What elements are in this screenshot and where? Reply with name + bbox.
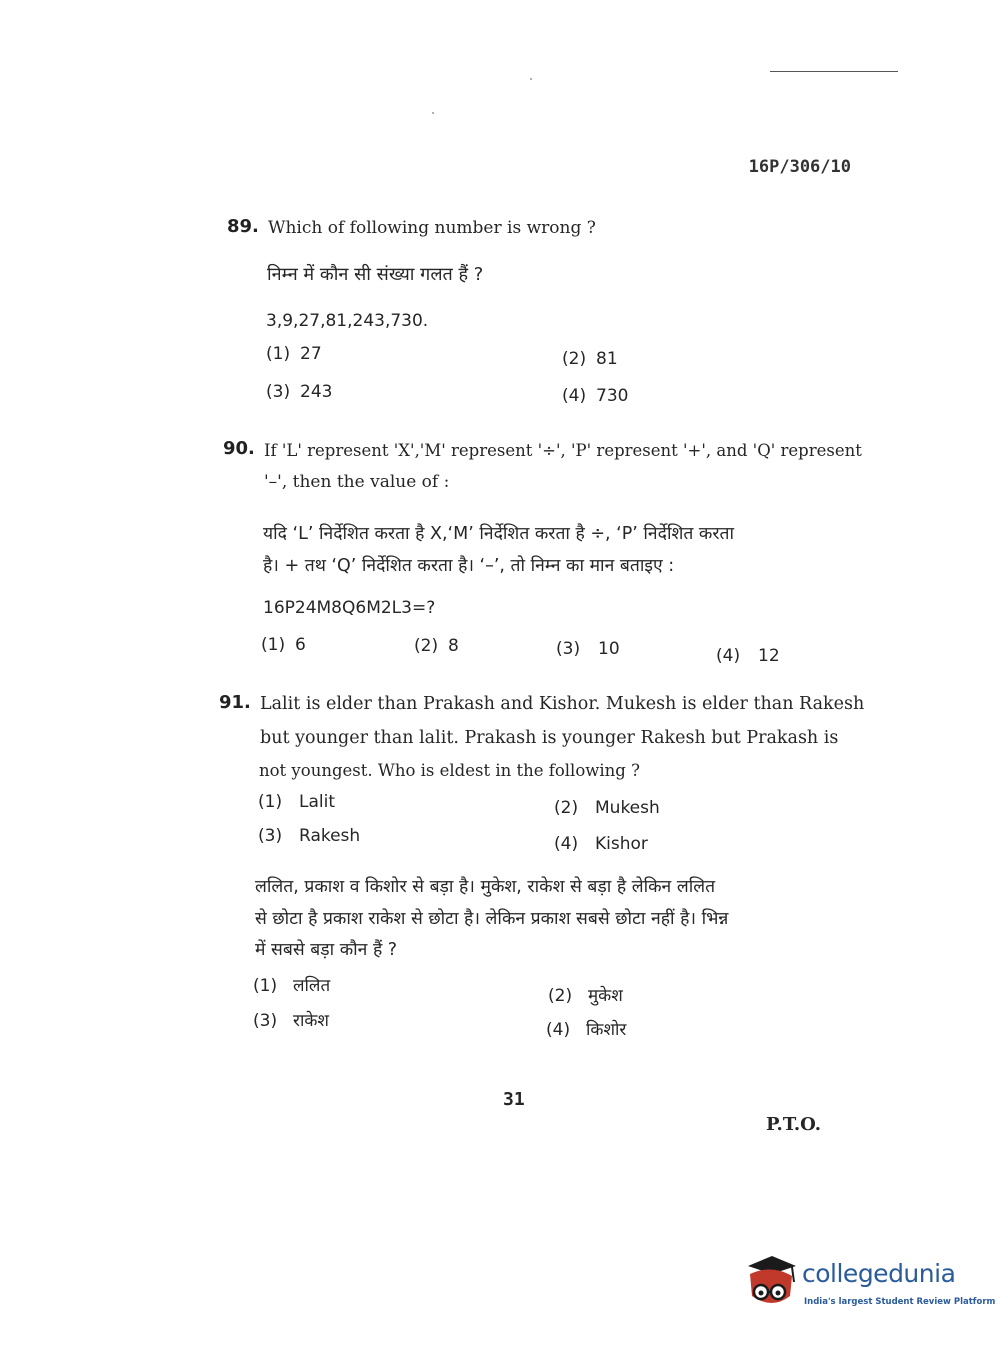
number-series: 3,9,27,81,243,730. <box>266 311 429 331</box>
question-number: 89. <box>227 216 259 237</box>
option-hi-2: (2) मुकेश <box>548 986 623 1006</box>
question-text-en: Which of following number is wrong ? <box>268 218 596 238</box>
question-text-en-line1: Lalit is elder than Prakash and Kishor. Mukesh is elder than Rakesh <box>260 694 865 714</box>
option-hi-1: (1) ललित <box>253 976 331 996</box>
question-text-en-line2: but younger than lalit. Prakash is younger Rakesh but Prakash is <box>260 728 839 748</box>
option-1: (1) 6 <box>261 635 306 655</box>
question-number: 91. <box>219 692 251 713</box>
question-number: 90. <box>223 438 255 459</box>
paper-code: 16P/306/10 <box>748 157 851 177</box>
pto-label: P.T.O. <box>766 1114 822 1135</box>
question-text-en-line2: '–', then the value of : <box>264 472 450 492</box>
scan-speck <box>432 112 434 114</box>
mascot-icon <box>742 1252 798 1312</box>
option-4: (4) 730 <box>562 386 629 406</box>
option-4: (4) 12 <box>716 646 780 666</box>
brand-name: collegedunia <box>802 1259 956 1288</box>
question-text-en-line3: not youngest. Who is eldest in the following ? <box>259 761 640 780</box>
expression: 16P24M8Q6M2L3=? <box>263 598 436 618</box>
option-en-3: (3) Rakesh <box>258 826 361 846</box>
collegedunia-logo <box>742 1252 996 1316</box>
question-text-hi-line1: ललित, प्रकाश व किशोर से बड़ा है। मुकेश, राकेश से बड़ा है लेकिन ललित <box>255 877 716 897</box>
question-text-hi-line3: में सबसे बड़ा कौन हैं ? <box>255 940 398 960</box>
option-en-1: (1) Lalit <box>258 792 336 812</box>
option-2: (2) 81 <box>562 349 618 369</box>
question-text-hi-line2: है। + तथ ‘Q’ निर्देशित करता है। ‘–’, तो निम्न का मान बताइए : <box>263 556 675 576</box>
option-3: (3) 243 <box>266 382 333 402</box>
scan-speck <box>530 78 532 80</box>
option-1: (1) 27 <box>266 344 322 364</box>
question-text-hi-line1: यदि ‘L’ निर्देशित करता है X,‘M’ निर्देशित करता है ÷, ‘P’ निर्देशित करता <box>263 524 735 544</box>
question-text-en-line1: If 'L' represent 'X','M' represent '÷', 'P' represent '+', and 'Q' represent <box>264 441 862 460</box>
option-en-2: (2) Mukesh <box>554 798 660 818</box>
top-rule <box>770 71 898 72</box>
page-number: 31 <box>503 1089 525 1110</box>
question-text-hi: निम्न में कौन सी संख्या गलत हैं ? <box>267 264 484 285</box>
brand-tagline: India's largest Student Review Platform <box>804 1297 996 1307</box>
question-text-hi-line2: से छोटा है प्रकाश राकेश से छोटा है। लेकिन प्रकाश सबसे छोटा नहीं है। भिन्न <box>255 909 729 929</box>
option-hi-4: (4) किशोर <box>546 1020 627 1040</box>
option-en-4: (4) Kishor <box>554 834 648 854</box>
option-2: (2) 8 <box>414 636 459 656</box>
option-3: (3) 10 <box>556 639 620 659</box>
option-hi-3: (3) राकेश <box>253 1011 329 1031</box>
